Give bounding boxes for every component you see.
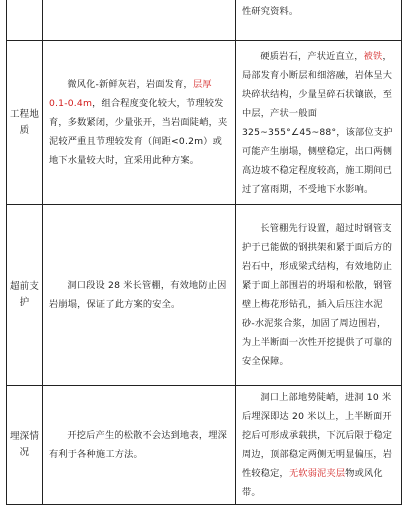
text-run: 洞口上部地势陡峭，进洞 10 米后埋深即达 20 米以上，上半断面开挖后可形成承载拱，下沉后限于稳定周边，顶部稳定两侧无明显偏压，岩性较稳定， — [242, 392, 393, 479]
text-run: 微风化-新鲜灰岩，岩面发育， — [67, 79, 193, 90]
option-b-cell — [236, 41, 402, 205]
text-run: ，局部发育小断层和细溶融，岩体呈大块碎状结构，少量呈碎石状镶嵌，至中层，产状一般面 325~355°∠45~88°，该部位支护可能产生崩塌，侧壁稳定，出口两侧高边坡不稳定程度较高，施工期间已过了富雨期，不受地下水影响。 — [242, 50, 393, 195]
option-a-cell — [43, 0, 236, 41]
text-run: 长管棚先行设置，超过时钢管支护于已能做的钢拱架和紧于面后方的岩石中，形成梁式结构，有效地防止紧于面上部围岩的坍塌和松散，钢管壁上梅花形钻孔，插入后压注水泥砂-水泥浆合浆，加固了周边围岩，为上半断面一次性开挖提供了可靠的安全保障。 — [242, 223, 393, 367]
option-a-cell — [43, 205, 236, 386]
text-run: 洞口段设 28 米长管棚，有效地防止因岩崩塌，保证了此方案的安全。 — [49, 280, 227, 310]
row-label-engineering-geology: 工程地质 — [7, 41, 43, 205]
highlight-text-run: 被铁 — [363, 50, 383, 62]
highlight-text-run: 无软弱泥夹层 — [288, 468, 346, 479]
cell-paragraph — [242, 47, 395, 199]
option-b-cell — [236, 205, 402, 386]
option-b-cell — [236, 386, 402, 505]
row-label-burial-depth: 埋深情况 — [7, 386, 43, 505]
row-label-advance-support: 超前支护 — [7, 205, 43, 386]
text-run: 硬质岩石，产状近直立， — [260, 50, 364, 62]
cell-paragraph — [242, 219, 395, 371]
text-run: 物或风化带。 — [242, 468, 383, 498]
option-b-cell — [236, 0, 402, 41]
table-row-engineering-geology — [7, 41, 402, 205]
text-run: 性研究资料。 — [242, 6, 299, 17]
text-run: ，组合程度变化较大，节理较发育，多数紧闭，少量张开，当岩面陡峭，夹泥较严重且节理较发育（间距<0.2m）或地下水量较大时，宜采用此种方案。 — [49, 98, 228, 166]
cell-paragraph — [49, 276, 229, 314]
highlight-text-run: 层厚 0.1-0.4m — [49, 79, 212, 109]
table-row-advance-support — [7, 205, 402, 386]
row-label — [7, 0, 43, 41]
option-a-cell — [43, 386, 236, 505]
cell-paragraph — [49, 426, 229, 464]
table-row-continuation — [7, 0, 402, 41]
option-a-cell — [43, 41, 236, 205]
text-run: 开挖后产生的松散不会达到地表，埋深有利于各种施工方法。 — [49, 430, 227, 460]
table-row-burial-depth — [7, 386, 402, 505]
cell-paragraph — [242, 2, 395, 21]
comparison-table — [6, 0, 402, 505]
cell-paragraph — [49, 75, 229, 170]
cell-paragraph — [242, 388, 395, 502]
